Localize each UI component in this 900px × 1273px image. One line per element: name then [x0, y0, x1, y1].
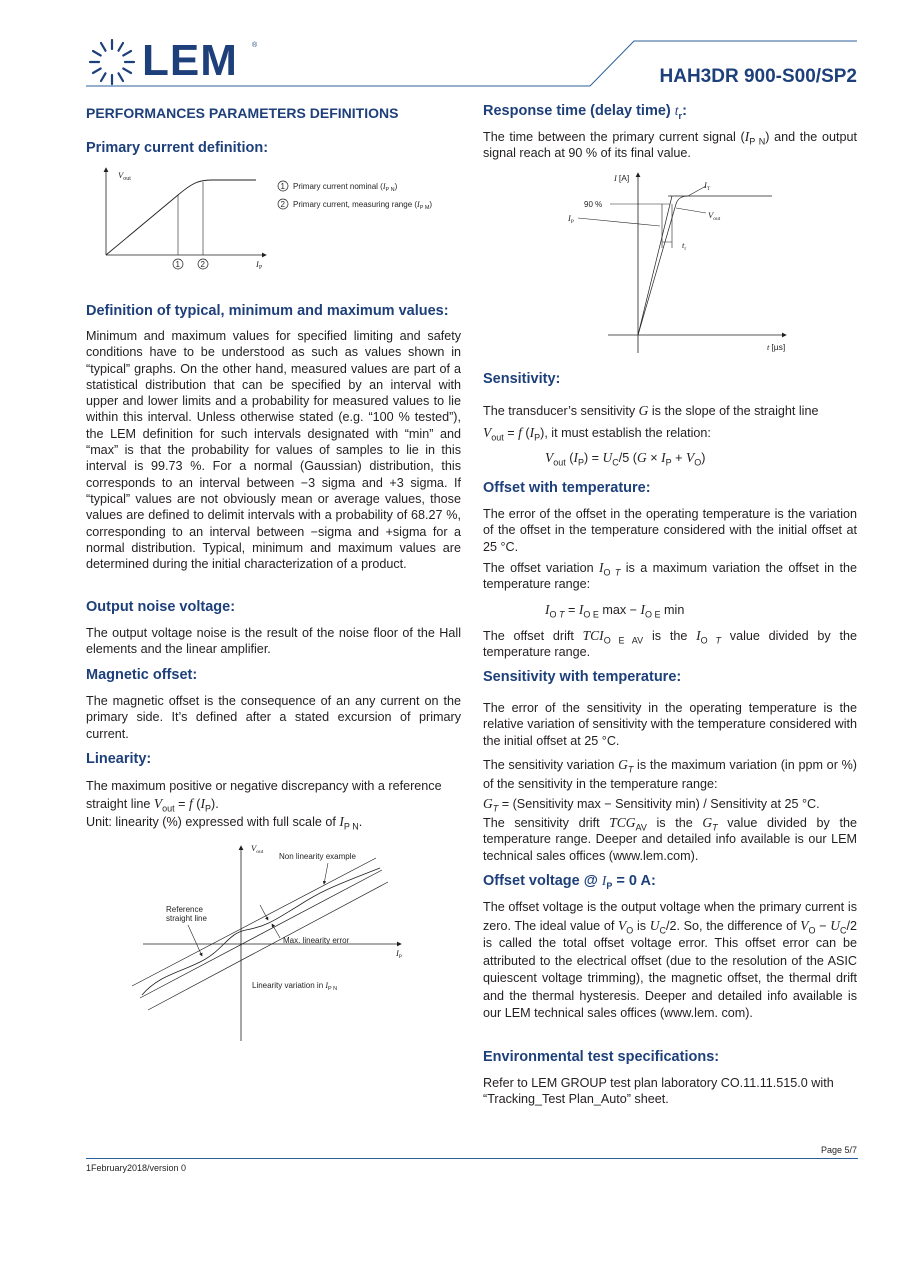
- offset-temperature-heading: Offset with temperature:: [483, 480, 651, 496]
- offset-temperature-body2: The offset variation $I_{O T}$ is a maximum variation the offset in the temperature range:: [483, 560, 857, 592]
- svg-text:Vout: $V_{out}$: [708, 210, 721, 222]
- transfer-curve: [106, 180, 256, 255]
- svg-text:Reference: Reference: [166, 905, 203, 914]
- offset-voltage-body: The offset voltage is the output voltage when the primary current is zero. The ideal value of $V_O$ is $U_C/2$. So, the difference of $V_O - U_C/2$ is called the total offset voltage error. This offset error can be attributed to the electrical offset (due to the resolution of the ASIC quiescent voltage trimming), the magnetic offset, the thermal drift and the thermal hysteresis. Deeper and detailed info available is our LEM technical sales offices (www.lem. com).: [483, 900, 858, 1020]
- svg-text:IP: $I_P$: [568, 213, 574, 225]
- x-axis-label: $I_P$: [256, 259, 263, 271]
- offset-temperature-body1: The error of the offset in the operating temperature is the variation of the offset in the temperature considered with the initial offset at 25 °C.: [483, 507, 857, 554]
- linearity-body: The maximum positive or negative discrepancy with a reference straight line $V_{out} = f$ $(I_P)$. Unit: linearity (%) expressed with full scale of $I_{P N}$.: [86, 779, 442, 832]
- magnetic-offset-body: The magnetic offset is the consequence of an any current on the primary side. It’s defined after a stated excursion of primary current.: [86, 694, 461, 741]
- magnetic-offset-heading: Magnetic offset:: [86, 667, 198, 683]
- svg-text:t[µs]: t [µs]: [767, 342, 786, 352]
- typical-values-heading: Definition of typical, minimum and maximum values:: [86, 303, 449, 319]
- page-number: Page 5/7: [820, 1145, 857, 1155]
- max-error-label: Max. linearity error: [283, 936, 350, 945]
- svg-text:I[A]: I [A]: [614, 173, 630, 183]
- sensitivity-temperature-body1: The error of the sensitivity in the operating temperature is the relative variation of sensitivity with the temperature considered with the initial offset at 25 °C.: [483, 701, 857, 748]
- svg-text:2: 2: [280, 200, 285, 209]
- svg-text:Vout: $V_{out}$: [251, 843, 264, 855]
- svg-text:IT: $I_T$: [704, 180, 711, 192]
- noise-heading: Output noise voltage:: [86, 599, 236, 615]
- sensitivity-body: The transducer’s sensitivity G is the slope of the straight line $V_{out} = f$ $(I_P)$, it must establish the relation: $V_{out}$ $(I_P) = U_C/5$ $(G \times I_P + V_O)$: [483, 400, 857, 469]
- product-title: HAH3DR 900-S00/SP2: [659, 66, 857, 87]
- environmental-heading: Environmental test specifications:: [483, 1049, 720, 1065]
- response-time-figure: [548, 168, 793, 356]
- svg-text:IP: $I_P$: [396, 948, 402, 960]
- y-axis-label: $V_{out}$: [118, 170, 131, 182]
- footer-rule: [86, 1158, 858, 1159]
- sensitivity-temperature-body3: The sensitivity drift $TCG_{AV}$ is the $G_T$ value divided by the temperature range. Deeper and detailed info available is our LEM technical sales offices (www.lem.com).: [483, 815, 857, 863]
- linearity-variation-label: Linearity variation in $I_{P N}$: [252, 981, 338, 992]
- linearity-figure: [128, 838, 413, 1044]
- marker-1: 1: [175, 260, 180, 269]
- version-info: 1February2018/version 0: [86, 1163, 187, 1173]
- environmental-body: Refer to LEM GROUP test plan laboratory CO.11.11.515.0 with “Tracking_Test Plan_Auto” sheet.: [483, 1076, 834, 1107]
- lem-logo-text: LEM: [142, 36, 238, 85]
- svg-text:90 %: 90 %: [584, 200, 603, 209]
- offset-voltage-heading: Offset voltage @ $I_P = 0$ A:: [483, 873, 656, 891]
- noise-body: The output voltage noise is the result of the noise floor of the Hall elements and the linear amplifier.: [86, 626, 461, 657]
- primary-current-heading: Primary current definition:: [86, 140, 269, 156]
- offset-variation-formula: $I_{O T} = I_{O E}$ $\max - I_{O E}$ min: [545, 602, 685, 620]
- offset-temperature-body3: The offset drift $TCI_{O E AV}$ is the $I_{O T}$ value divided by the temperature range.: [483, 628, 857, 660]
- nonlinearity-label: Non linearity example: [279, 852, 356, 861]
- legend-1: Primary current nominal $(I_{P N})$: [293, 182, 398, 193]
- registered-mark: ®: [252, 42, 258, 49]
- svg-text:straight line: straight line: [166, 914, 207, 923]
- typical-values-body: Minimum and maximum values for specified limiting and safety conditions have to be understood as such as values shown in “typical” graphs. On the other hand, measured values are part of a statistical distribution that can be specified by an interval with upper and lower limits and a probability for measured values to lie within this interval. Unless otherwise stated (e.g. “100 % tested”), the LEM definition for such intervals designated with “min” and “max” is that the probability for values of samples to lie in this interval is 99.73 %. For a normal (Gaussian) distribution, this corresponds to an interval between −3 sigma and +3 sigma. If “typical” values are not obviously mean or average values, those values are defined to delimit intervals with a probability of 68.27 %, corresponding to an interval between −sigma and +sigma for a normal distribution. Typical, minimum and maximum values are determined during the initial characterization of a product.: [86, 329, 461, 572]
- linearity-heading: Linearity:: [86, 751, 152, 767]
- primary-current-figure: [86, 163, 461, 278]
- response-time-heading: Response time (delay time) $t_r$:: [483, 103, 687, 121]
- sensitivity-temperature-body2: The sensitivity variation $G_T$ is the maximum variation (in ppm or %) of the sensitivity in the temperature range: $G_T$ = (Sensitivity max − Sensitivity min) / Sensitivity at 25 °C.: [483, 757, 858, 814]
- marker-2: 2: [200, 260, 205, 269]
- sensitivity-heading: Sensitivity:: [483, 371, 561, 387]
- svg-text:tr: $t_r$: [682, 240, 687, 252]
- section-title: PERFORMANCES PARAMETERS DEFINITIONS: [86, 105, 399, 121]
- svg-text:1: 1: [280, 182, 285, 191]
- legend-2: Primary current, measuring range $(I_{P M})$: [293, 200, 433, 211]
- sensitivity-temperature-heading: Sensitivity with temperature:: [483, 669, 682, 685]
- response-time-body: The time between the primary current signal $(I_{P N})$ and the output signal reach at 90 % of its final value.: [483, 129, 857, 161]
- sensitivity-formula: $V_{out}$ $(I_P) = U_C/5$ $(G \times I_P + V_O)$: [545, 450, 706, 468]
